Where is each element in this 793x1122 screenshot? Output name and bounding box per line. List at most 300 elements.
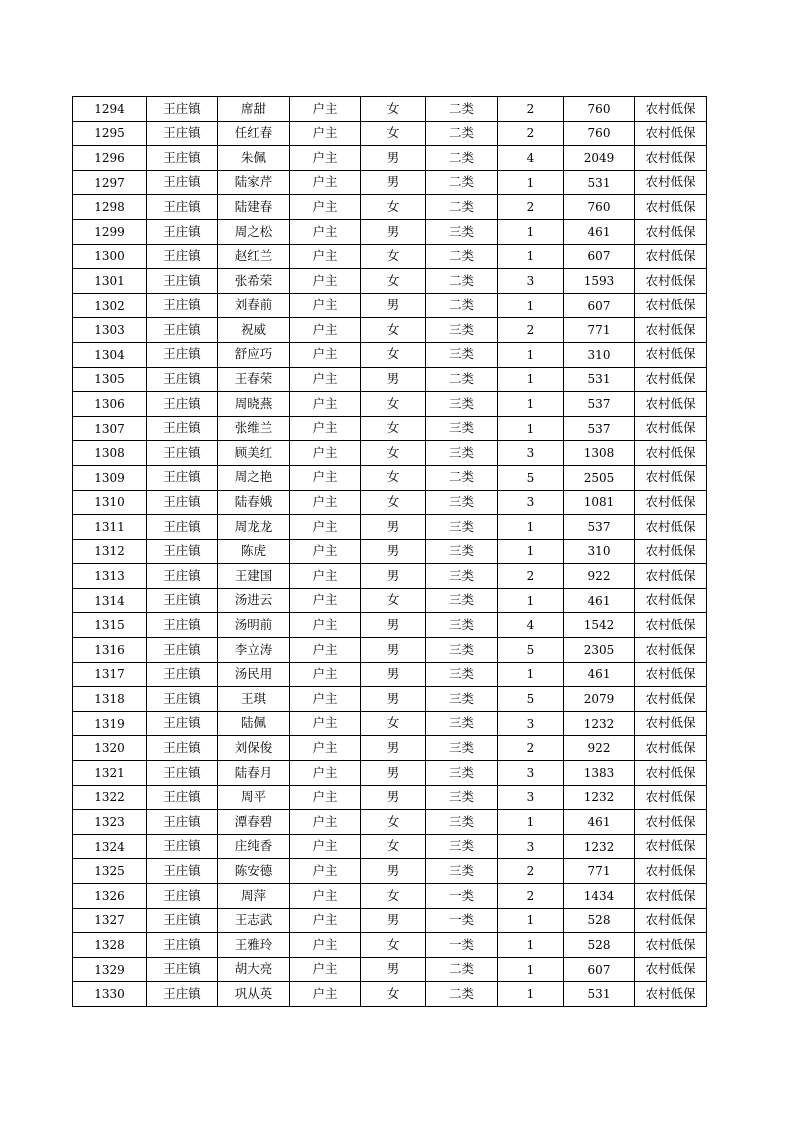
type-cell: 农村低保 bbox=[635, 687, 707, 712]
amount-cell: 760 bbox=[564, 195, 635, 220]
type-cell: 农村低保 bbox=[635, 908, 707, 933]
category-cell: 三类 bbox=[426, 761, 498, 786]
amount-cell: 461 bbox=[564, 588, 635, 613]
amount-cell: 607 bbox=[564, 244, 635, 269]
table-row bbox=[73, 269, 707, 294]
amount-cell: 771 bbox=[564, 318, 635, 343]
town-cell: 王庄镇 bbox=[147, 564, 218, 589]
table-row bbox=[73, 588, 707, 613]
relation-cell: 户主 bbox=[290, 170, 361, 195]
name-cell: 朱佩 bbox=[218, 146, 290, 171]
name-cell: 刘保俊 bbox=[218, 736, 290, 761]
name-cell: 周晓燕 bbox=[218, 392, 290, 417]
category-cell: 三类 bbox=[426, 736, 498, 761]
category-cell: 二类 bbox=[426, 121, 498, 146]
name-cell: 陆春娥 bbox=[218, 490, 290, 515]
amount-cell: 2505 bbox=[564, 465, 635, 490]
amount-cell: 310 bbox=[564, 539, 635, 564]
table-row bbox=[73, 293, 707, 318]
record-number-cell: 1319 bbox=[73, 711, 147, 736]
category-cell: 三类 bbox=[426, 392, 498, 417]
relation-cell: 户主 bbox=[290, 515, 361, 540]
town-cell: 王庄镇 bbox=[147, 293, 218, 318]
gender-cell: 男 bbox=[361, 908, 426, 933]
amount-cell: 310 bbox=[564, 342, 635, 367]
table-row bbox=[73, 761, 707, 786]
record-number-cell: 1322 bbox=[73, 785, 147, 810]
record-number-cell: 1307 bbox=[73, 416, 147, 441]
household-size-cell: 1 bbox=[498, 810, 564, 835]
gender-cell: 女 bbox=[361, 416, 426, 441]
category-cell: 一类 bbox=[426, 933, 498, 958]
gender-cell: 女 bbox=[361, 711, 426, 736]
relation-cell: 户主 bbox=[290, 121, 361, 146]
household-size-cell: 2 bbox=[498, 318, 564, 343]
amount-cell: 1232 bbox=[564, 834, 635, 859]
relation-cell: 户主 bbox=[290, 785, 361, 810]
gender-cell: 女 bbox=[361, 121, 426, 146]
name-cell: 王建国 bbox=[218, 564, 290, 589]
category-cell: 二类 bbox=[426, 195, 498, 220]
record-number-cell: 1313 bbox=[73, 564, 147, 589]
town-cell: 王庄镇 bbox=[147, 662, 218, 687]
type-cell: 农村低保 bbox=[635, 761, 707, 786]
town-cell: 王庄镇 bbox=[147, 465, 218, 490]
record-number-cell: 1312 bbox=[73, 539, 147, 564]
table-row bbox=[73, 564, 707, 589]
name-cell: 王琪 bbox=[218, 687, 290, 712]
gender-cell: 男 bbox=[361, 293, 426, 318]
town-cell: 王庄镇 bbox=[147, 957, 218, 982]
gender-cell: 女 bbox=[361, 588, 426, 613]
relation-cell: 户主 bbox=[290, 342, 361, 367]
record-number-cell: 1306 bbox=[73, 392, 147, 417]
table-row bbox=[73, 736, 707, 761]
household-size-cell: 1 bbox=[498, 908, 564, 933]
type-cell: 农村低保 bbox=[635, 293, 707, 318]
relation-cell: 户主 bbox=[290, 613, 361, 638]
record-number-cell: 1330 bbox=[73, 982, 147, 1007]
household-size-cell: 1 bbox=[498, 982, 564, 1007]
table-row bbox=[73, 539, 707, 564]
relation-cell: 户主 bbox=[290, 293, 361, 318]
relation-cell: 户主 bbox=[290, 441, 361, 466]
amount-cell: 1232 bbox=[564, 785, 635, 810]
type-cell: 农村低保 bbox=[635, 146, 707, 171]
type-cell: 农村低保 bbox=[635, 465, 707, 490]
name-cell: 周之艳 bbox=[218, 465, 290, 490]
relation-cell: 户主 bbox=[290, 711, 361, 736]
amount-cell: 1434 bbox=[564, 884, 635, 909]
town-cell: 王庄镇 bbox=[147, 539, 218, 564]
gender-cell: 女 bbox=[361, 269, 426, 294]
town-cell: 王庄镇 bbox=[147, 736, 218, 761]
household-size-cell: 1 bbox=[498, 170, 564, 195]
gender-cell: 女 bbox=[361, 834, 426, 859]
amount-cell: 537 bbox=[564, 515, 635, 540]
table-row bbox=[73, 416, 707, 441]
record-number-cell: 1299 bbox=[73, 219, 147, 244]
gender-cell: 男 bbox=[361, 687, 426, 712]
gender-cell: 男 bbox=[361, 170, 426, 195]
record-number-cell: 1304 bbox=[73, 342, 147, 367]
name-cell: 胡大亮 bbox=[218, 957, 290, 982]
amount-cell: 607 bbox=[564, 293, 635, 318]
category-cell: 三类 bbox=[426, 318, 498, 343]
table-row bbox=[73, 638, 707, 663]
household-size-cell: 4 bbox=[498, 146, 564, 171]
record-number-cell: 1301 bbox=[73, 269, 147, 294]
type-cell: 农村低保 bbox=[635, 392, 707, 417]
relation-cell: 户主 bbox=[290, 662, 361, 687]
amount-cell: 1081 bbox=[564, 490, 635, 515]
table-row bbox=[73, 711, 707, 736]
type-cell: 农村低保 bbox=[635, 588, 707, 613]
town-cell: 王庄镇 bbox=[147, 146, 218, 171]
name-cell: 王春荣 bbox=[218, 367, 290, 392]
relation-cell: 户主 bbox=[290, 465, 361, 490]
table-row bbox=[73, 662, 707, 687]
household-size-cell: 1 bbox=[498, 293, 564, 318]
household-size-cell: 2 bbox=[498, 195, 564, 220]
type-cell: 农村低保 bbox=[635, 416, 707, 441]
name-cell: 周龙龙 bbox=[218, 515, 290, 540]
table-row bbox=[73, 244, 707, 269]
record-number-cell: 1295 bbox=[73, 121, 147, 146]
town-cell: 王庄镇 bbox=[147, 933, 218, 958]
relation-cell: 户主 bbox=[290, 761, 361, 786]
table-row bbox=[73, 957, 707, 982]
household-size-cell: 1 bbox=[498, 244, 564, 269]
gender-cell: 女 bbox=[361, 933, 426, 958]
table-row bbox=[73, 441, 707, 466]
relation-cell: 户主 bbox=[290, 219, 361, 244]
type-cell: 农村低保 bbox=[635, 367, 707, 392]
relation-cell: 户主 bbox=[290, 908, 361, 933]
name-cell: 李立涛 bbox=[218, 638, 290, 663]
category-cell: 一类 bbox=[426, 908, 498, 933]
relation-cell: 户主 bbox=[290, 736, 361, 761]
category-cell: 三类 bbox=[426, 539, 498, 564]
category-cell: 三类 bbox=[426, 687, 498, 712]
name-cell: 周萍 bbox=[218, 884, 290, 909]
type-cell: 农村低保 bbox=[635, 342, 707, 367]
amount-cell: 2049 bbox=[564, 146, 635, 171]
name-cell: 陆春月 bbox=[218, 761, 290, 786]
town-cell: 王庄镇 bbox=[147, 515, 218, 540]
amount-cell: 1542 bbox=[564, 613, 635, 638]
amount-cell: 531 bbox=[564, 170, 635, 195]
name-cell: 王雅玲 bbox=[218, 933, 290, 958]
name-cell: 巩从英 bbox=[218, 982, 290, 1007]
type-cell: 农村低保 bbox=[635, 810, 707, 835]
gender-cell: 男 bbox=[361, 859, 426, 884]
household-size-cell: 1 bbox=[498, 392, 564, 417]
gender-cell: 女 bbox=[361, 342, 426, 367]
gender-cell: 女 bbox=[361, 244, 426, 269]
type-cell: 农村低保 bbox=[635, 195, 707, 220]
household-size-cell: 3 bbox=[498, 834, 564, 859]
household-size-cell: 3 bbox=[498, 269, 564, 294]
household-size-cell: 2 bbox=[498, 97, 564, 122]
household-size-cell: 3 bbox=[498, 711, 564, 736]
household-size-cell: 3 bbox=[498, 441, 564, 466]
record-number-cell: 1329 bbox=[73, 957, 147, 982]
category-cell: 三类 bbox=[426, 859, 498, 884]
household-size-cell: 2 bbox=[498, 859, 564, 884]
category-cell: 三类 bbox=[426, 219, 498, 244]
household-size-cell: 5 bbox=[498, 687, 564, 712]
record-number-cell: 1314 bbox=[73, 588, 147, 613]
gender-cell: 男 bbox=[361, 638, 426, 663]
household-size-cell: 1 bbox=[498, 957, 564, 982]
name-cell: 陆家芹 bbox=[218, 170, 290, 195]
record-number-cell: 1310 bbox=[73, 490, 147, 515]
table-row bbox=[73, 884, 707, 909]
type-cell: 农村低保 bbox=[635, 170, 707, 195]
town-cell: 王庄镇 bbox=[147, 588, 218, 613]
table-row bbox=[73, 97, 707, 122]
table-row bbox=[73, 392, 707, 417]
household-size-cell: 1 bbox=[498, 539, 564, 564]
amount-cell: 771 bbox=[564, 859, 635, 884]
data-table bbox=[72, 96, 707, 1007]
gender-cell: 男 bbox=[361, 761, 426, 786]
relation-cell: 户主 bbox=[290, 195, 361, 220]
name-cell: 陈虎 bbox=[218, 539, 290, 564]
gender-cell: 女 bbox=[361, 97, 426, 122]
name-cell: 王志武 bbox=[218, 908, 290, 933]
record-number-cell: 1327 bbox=[73, 908, 147, 933]
record-number-cell: 1309 bbox=[73, 465, 147, 490]
type-cell: 农村低保 bbox=[635, 884, 707, 909]
table-row bbox=[73, 810, 707, 835]
table-row bbox=[73, 170, 707, 195]
town-cell: 王庄镇 bbox=[147, 785, 218, 810]
record-number-cell: 1298 bbox=[73, 195, 147, 220]
type-cell: 农村低保 bbox=[635, 785, 707, 810]
amount-cell: 461 bbox=[564, 810, 635, 835]
category-cell: 三类 bbox=[426, 711, 498, 736]
amount-cell: 607 bbox=[564, 957, 635, 982]
category-cell: 二类 bbox=[426, 465, 498, 490]
relation-cell: 户主 bbox=[290, 638, 361, 663]
gender-cell: 女 bbox=[361, 195, 426, 220]
table-row bbox=[73, 318, 707, 343]
record-number-cell: 1294 bbox=[73, 97, 147, 122]
relation-cell: 户主 bbox=[290, 392, 361, 417]
table-row bbox=[73, 490, 707, 515]
type-cell: 农村低保 bbox=[635, 982, 707, 1007]
type-cell: 农村低保 bbox=[635, 711, 707, 736]
relation-cell: 户主 bbox=[290, 859, 361, 884]
name-cell: 汤民用 bbox=[218, 662, 290, 687]
amount-cell: 537 bbox=[564, 416, 635, 441]
table-row bbox=[73, 834, 707, 859]
type-cell: 农村低保 bbox=[635, 933, 707, 958]
name-cell: 陆佩 bbox=[218, 711, 290, 736]
category-cell: 二类 bbox=[426, 97, 498, 122]
record-number-cell: 1296 bbox=[73, 146, 147, 171]
gender-cell: 男 bbox=[361, 515, 426, 540]
relation-cell: 户主 bbox=[290, 588, 361, 613]
amount-cell: 760 bbox=[564, 121, 635, 146]
gender-cell: 女 bbox=[361, 490, 426, 515]
name-cell: 汤明前 bbox=[218, 613, 290, 638]
category-cell: 二类 bbox=[426, 146, 498, 171]
table-row bbox=[73, 219, 707, 244]
amount-cell: 2079 bbox=[564, 687, 635, 712]
name-cell: 张维兰 bbox=[218, 416, 290, 441]
gender-cell: 男 bbox=[361, 564, 426, 589]
household-size-cell: 2 bbox=[498, 884, 564, 909]
name-cell: 祝威 bbox=[218, 318, 290, 343]
type-cell: 农村低保 bbox=[635, 441, 707, 466]
amount-cell: 1232 bbox=[564, 711, 635, 736]
town-cell: 王庄镇 bbox=[147, 244, 218, 269]
household-size-cell: 3 bbox=[498, 490, 564, 515]
record-number-cell: 1321 bbox=[73, 761, 147, 786]
type-cell: 农村低保 bbox=[635, 490, 707, 515]
town-cell: 王庄镇 bbox=[147, 711, 218, 736]
amount-cell: 461 bbox=[564, 662, 635, 687]
town-cell: 王庄镇 bbox=[147, 392, 218, 417]
record-number-cell: 1326 bbox=[73, 884, 147, 909]
town-cell: 王庄镇 bbox=[147, 613, 218, 638]
type-cell: 农村低保 bbox=[635, 219, 707, 244]
town-cell: 王庄镇 bbox=[147, 367, 218, 392]
relation-cell: 户主 bbox=[290, 416, 361, 441]
type-cell: 农村低保 bbox=[635, 244, 707, 269]
category-cell: 二类 bbox=[426, 367, 498, 392]
amount-cell: 537 bbox=[564, 392, 635, 417]
table-row bbox=[73, 785, 707, 810]
household-size-cell: 2 bbox=[498, 121, 564, 146]
town-cell: 王庄镇 bbox=[147, 638, 218, 663]
name-cell: 席甜 bbox=[218, 97, 290, 122]
gender-cell: 女 bbox=[361, 884, 426, 909]
gender-cell: 男 bbox=[361, 957, 426, 982]
amount-cell: 922 bbox=[564, 736, 635, 761]
town-cell: 王庄镇 bbox=[147, 318, 218, 343]
town-cell: 王庄镇 bbox=[147, 859, 218, 884]
amount-cell: 922 bbox=[564, 564, 635, 589]
table-row bbox=[73, 933, 707, 958]
amount-cell: 1383 bbox=[564, 761, 635, 786]
gender-cell: 男 bbox=[361, 219, 426, 244]
type-cell: 农村低保 bbox=[635, 318, 707, 343]
record-number-cell: 1325 bbox=[73, 859, 147, 884]
name-cell: 周平 bbox=[218, 785, 290, 810]
record-number-cell: 1316 bbox=[73, 638, 147, 663]
relation-cell: 户主 bbox=[290, 146, 361, 171]
record-number-cell: 1324 bbox=[73, 834, 147, 859]
type-cell: 农村低保 bbox=[635, 957, 707, 982]
type-cell: 农村低保 bbox=[635, 638, 707, 663]
relation-cell: 户主 bbox=[290, 97, 361, 122]
name-cell: 陆建春 bbox=[218, 195, 290, 220]
table-row bbox=[73, 613, 707, 638]
record-number-cell: 1328 bbox=[73, 933, 147, 958]
gender-cell: 男 bbox=[361, 736, 426, 761]
amount-cell: 528 bbox=[564, 908, 635, 933]
household-size-cell: 1 bbox=[498, 933, 564, 958]
relation-cell: 户主 bbox=[290, 539, 361, 564]
town-cell: 王庄镇 bbox=[147, 441, 218, 466]
name-cell: 陈安德 bbox=[218, 859, 290, 884]
household-size-cell: 1 bbox=[498, 219, 564, 244]
table-row bbox=[73, 342, 707, 367]
name-cell: 张希荣 bbox=[218, 269, 290, 294]
category-cell: 二类 bbox=[426, 170, 498, 195]
amount-cell: 1308 bbox=[564, 441, 635, 466]
amount-cell: 2305 bbox=[564, 638, 635, 663]
type-cell: 农村低保 bbox=[635, 539, 707, 564]
town-cell: 王庄镇 bbox=[147, 908, 218, 933]
town-cell: 王庄镇 bbox=[147, 342, 218, 367]
record-number-cell: 1320 bbox=[73, 736, 147, 761]
relation-cell: 户主 bbox=[290, 957, 361, 982]
type-cell: 农村低保 bbox=[635, 859, 707, 884]
type-cell: 农村低保 bbox=[635, 564, 707, 589]
name-cell: 刘春前 bbox=[218, 293, 290, 318]
town-cell: 王庄镇 bbox=[147, 170, 218, 195]
name-cell: 周之松 bbox=[218, 219, 290, 244]
type-cell: 农村低保 bbox=[635, 613, 707, 638]
category-cell: 三类 bbox=[426, 441, 498, 466]
gender-cell: 女 bbox=[361, 441, 426, 466]
type-cell: 农村低保 bbox=[635, 97, 707, 122]
table-row bbox=[73, 195, 707, 220]
town-cell: 王庄镇 bbox=[147, 195, 218, 220]
household-size-cell: 1 bbox=[498, 515, 564, 540]
relation-cell: 户主 bbox=[290, 244, 361, 269]
amount-cell: 531 bbox=[564, 367, 635, 392]
name-cell: 顾美红 bbox=[218, 441, 290, 466]
household-size-cell: 1 bbox=[498, 342, 564, 367]
record-number-cell: 1302 bbox=[73, 293, 147, 318]
category-cell: 二类 bbox=[426, 293, 498, 318]
category-cell: 二类 bbox=[426, 982, 498, 1007]
name-cell: 赵红兰 bbox=[218, 244, 290, 269]
category-cell: 三类 bbox=[426, 834, 498, 859]
town-cell: 王庄镇 bbox=[147, 761, 218, 786]
gender-cell: 男 bbox=[361, 539, 426, 564]
category-cell: 三类 bbox=[426, 588, 498, 613]
gender-cell: 男 bbox=[361, 662, 426, 687]
category-cell: 二类 bbox=[426, 269, 498, 294]
category-cell: 三类 bbox=[426, 342, 498, 367]
table-row bbox=[73, 687, 707, 712]
household-size-cell: 3 bbox=[498, 785, 564, 810]
household-size-cell: 1 bbox=[498, 367, 564, 392]
household-size-cell: 4 bbox=[498, 613, 564, 638]
gender-cell: 男 bbox=[361, 367, 426, 392]
category-cell: 三类 bbox=[426, 638, 498, 663]
town-cell: 王庄镇 bbox=[147, 490, 218, 515]
type-cell: 农村低保 bbox=[635, 834, 707, 859]
record-number-cell: 1317 bbox=[73, 662, 147, 687]
relation-cell: 户主 bbox=[290, 564, 361, 589]
record-number-cell: 1297 bbox=[73, 170, 147, 195]
town-cell: 王庄镇 bbox=[147, 810, 218, 835]
category-cell: 一类 bbox=[426, 884, 498, 909]
category-cell: 三类 bbox=[426, 785, 498, 810]
gender-cell: 女 bbox=[361, 318, 426, 343]
gender-cell: 女 bbox=[361, 982, 426, 1007]
category-cell: 三类 bbox=[426, 810, 498, 835]
relation-cell: 户主 bbox=[290, 834, 361, 859]
